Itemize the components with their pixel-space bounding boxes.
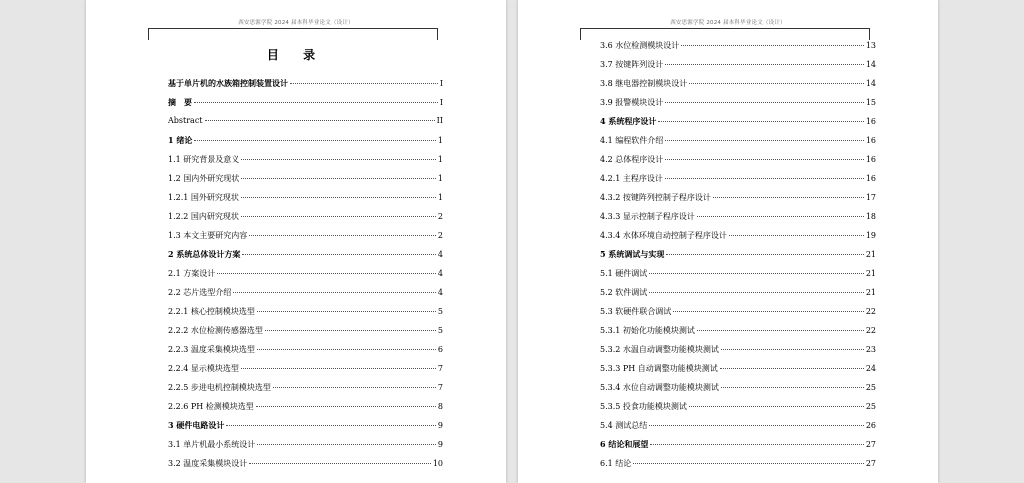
toc-entry[interactable] — [168, 192, 443, 211]
toc-leader-dots — [273, 387, 436, 388]
toc-entry-page-number: 21 — [865, 288, 876, 297]
toc-entry-label: 1.2.2 国内研究现状 — [168, 212, 239, 221]
toc-entry-label: 4.3.4 水体环境自动控制子程序设计 — [600, 231, 727, 240]
toc-entry-page-number: 1 — [437, 193, 443, 202]
header-rule — [148, 28, 438, 29]
toc-entry-page-number: 16 — [865, 117, 876, 126]
toc-entry-label: 5.3.3 PH 自动调整功能模块测试 — [600, 364, 718, 373]
toc-entry-page-number: 2 — [437, 212, 443, 221]
toc-entry-label: 2.2.2 水位检测传感器选型 — [168, 326, 263, 335]
toc-entry-label: 3.6 水位检测模块设计 — [600, 41, 680, 50]
toc-entry[interactable] — [600, 59, 876, 78]
toc-leader-dots — [242, 254, 436, 255]
toc-entry[interactable] — [168, 325, 443, 344]
toc-entry[interactable] — [600, 135, 876, 154]
toc-entry[interactable] — [168, 154, 443, 173]
toc-entry-page-number: 14 — [865, 79, 876, 88]
toc-entry-label: 3 硬件电路设计 — [168, 420, 225, 430]
toc-leader-dots — [265, 330, 436, 331]
toc-leader-dots — [650, 444, 863, 445]
toc-leader-dots — [658, 121, 863, 122]
toc-leader-dots — [290, 83, 438, 84]
toc-entry-label: 2.2.6 PH 检测模块选型 — [168, 402, 254, 411]
toc-entry[interactable] — [168, 249, 443, 268]
toc-entry[interactable] — [600, 306, 876, 325]
toc-entry[interactable] — [600, 344, 876, 363]
toc-entry[interactable] — [168, 116, 443, 135]
toc-leader-dots — [665, 178, 864, 179]
toc-entry-label: 5.4 测试总结 — [600, 421, 648, 430]
toc-entry[interactable] — [600, 382, 876, 401]
toc-entry-page-number: 1 — [437, 155, 443, 164]
toc-entry[interactable] — [600, 249, 876, 268]
toc-entry-label: 3.2 温度采集模块设计 — [168, 459, 248, 468]
toc-leader-dots — [241, 216, 436, 217]
toc-entry[interactable] — [168, 230, 443, 249]
toc-leader-dots — [665, 140, 864, 141]
toc-entry-label: 1.3 本文主要研究内容 — [168, 231, 248, 240]
toc-leader-dots — [729, 235, 864, 236]
toc-leader-dots — [665, 102, 864, 103]
toc-leader-dots — [673, 311, 864, 312]
toc-entry[interactable] — [600, 287, 876, 306]
toc-entry-page-number: 16 — [865, 136, 876, 145]
toc-entry[interactable] — [600, 363, 876, 382]
toc-leader-dots — [665, 64, 864, 65]
toc-entry[interactable] — [168, 344, 443, 363]
toc-entry-label: 3.9 报警模块设计 — [600, 98, 664, 107]
toc-entry-page-number: 8 — [437, 402, 443, 411]
toc-entry-label: 4 系统程序设计 — [600, 116, 657, 126]
toc-entry-page-number: 21 — [865, 269, 876, 278]
toc-entry-label: 5 系统调试与实现 — [600, 249, 665, 259]
toc-entry-page-number: 23 — [865, 345, 876, 354]
toc-entry-label: 1.2 国内外研究现状 — [168, 174, 240, 183]
toc-entry-page-number: 16 — [865, 174, 876, 183]
toc-leader-dots — [697, 216, 864, 217]
toc-leader-dots — [665, 159, 864, 160]
toc-entry-page-number: 18 — [865, 212, 876, 221]
toc-entry-label: 4.2 总体程序设计 — [600, 155, 664, 164]
toc-entry-label: 2.2 芯片选型介绍 — [168, 288, 232, 297]
toc-entry-label: 6.1 结论 — [600, 459, 632, 468]
header-rule — [580, 28, 870, 29]
toc-entry-label: 3.1 单片机最小系统设计 — [168, 440, 256, 449]
toc-entry-label: 5.2 软件调试 — [600, 288, 648, 297]
toc-leader-dots — [257, 444, 436, 445]
toc-leader-dots — [689, 83, 864, 84]
toc-entry-label: 4.3.2 按键阵列控制子程序设计 — [600, 193, 711, 202]
document-page-left[interactable] — [86, 0, 506, 483]
toc-entry[interactable] — [168, 173, 443, 192]
toc-entry-label: 4.2.1 主程序设计 — [600, 174, 663, 183]
toc-leader-dots — [241, 178, 436, 179]
toc-entry-page-number: 4 — [437, 288, 443, 297]
toc-leader-dots — [257, 349, 436, 350]
toc-entry[interactable] — [168, 306, 443, 325]
toc-entry[interactable] — [600, 97, 876, 116]
running-header: 西安思源学院 2024 届本科毕业论文（设计） — [238, 20, 354, 26]
toc-entry-label: 5.3.4 水位自动调整功能模块测试 — [600, 383, 719, 392]
toc-entry-page-number: 4 — [437, 250, 443, 259]
toc-leader-dots — [721, 387, 864, 388]
toc-leader-dots — [649, 292, 864, 293]
toc-entry[interactable] — [600, 173, 876, 192]
toc-leader-dots — [633, 463, 864, 464]
toc-entry-label: 摘 要 — [168, 97, 192, 107]
document-page-right[interactable] — [518, 0, 938, 483]
toc-entry[interactable] — [168, 97, 443, 116]
toc-entry[interactable] — [600, 268, 876, 287]
toc-entry-page-number: 6 — [437, 345, 443, 354]
toc-entry-label: 5.3 软硬件联合调试 — [600, 307, 672, 316]
toc-leader-dots — [721, 349, 864, 350]
running-header: 西安思源学院 2024 届本科毕业论文（设计） — [670, 20, 786, 26]
toc-entry-label: 5.3.5 投食功能模块测试 — [600, 402, 687, 411]
toc-entry-label: Abstract — [168, 116, 203, 125]
toc-entry[interactable] — [600, 325, 876, 344]
toc-entry-page-number: 4 — [437, 269, 443, 278]
toc-leader-dots — [226, 425, 436, 426]
toc-entry-page-number: 25 — [865, 402, 876, 411]
toc-entry-page-number: 1 — [437, 174, 443, 183]
toc-entry-page-number: 22 — [865, 326, 876, 335]
toc-entry-label: 5.3.2 水温自动调整功能模块测试 — [600, 345, 719, 354]
toc-entry-label: 2 系统总体设计方案 — [168, 249, 241, 259]
toc-entry-label: 3.8 继电器控制模块设计 — [600, 79, 688, 88]
toc-entry-page-number: 1 — [437, 136, 443, 145]
toc-entry[interactable] — [600, 192, 876, 211]
toc-entry-page-number: I — [439, 98, 443, 107]
toc-leader-dots — [720, 368, 864, 369]
toc-entry-page-number: 24 — [865, 364, 876, 373]
toc-entry-page-number: 7 — [437, 383, 443, 392]
toc-entry-label: 5.1 硬件调试 — [600, 269, 648, 278]
toc-entry[interactable] — [168, 268, 443, 287]
toc-leader-dots — [194, 140, 436, 141]
toc-leader-dots — [249, 463, 431, 464]
toc-entry[interactable] — [600, 401, 876, 420]
toc-entry-label: 2.2.5 步进电机控制模块选型 — [168, 383, 271, 392]
toc-leader-dots — [649, 425, 864, 426]
toc-leader-dots — [241, 368, 436, 369]
toc-entry-page-number: 16 — [865, 155, 876, 164]
toc-entry-label: 2.2.4 显示模块选型 — [168, 364, 239, 373]
toc-entry[interactable] — [168, 211, 443, 230]
toc-entry-label: 4.3.3 显示控制子程序设计 — [600, 212, 695, 221]
toc-entry-label: 1.1 研究背景及意义 — [168, 155, 240, 164]
toc-leader-dots — [681, 45, 864, 46]
toc-entry-page-number: 7 — [437, 364, 443, 373]
toc-entry-page-number: 21 — [865, 250, 876, 259]
toc-entry[interactable] — [168, 458, 443, 477]
toc-entry-page-number: 10 — [432, 459, 443, 468]
toc-entry-label: 4.1 编程软件介绍 — [600, 136, 664, 145]
toc-leader-dots — [666, 254, 863, 255]
toc-leader-dots — [249, 235, 436, 236]
toc-entry[interactable] — [600, 40, 876, 59]
toc-entry-label: 2.2.3 温度采集模块选型 — [168, 345, 255, 354]
toc-leader-dots — [194, 102, 438, 103]
toc-entry[interactable] — [600, 420, 876, 439]
toc-list — [600, 40, 876, 477]
toc-entry-label: 6 结论和展望 — [600, 439, 649, 449]
toc-entry-label: 1.2.1 国外研究现状 — [168, 193, 239, 202]
toc-entry-label: 3.7 按键阵列设计 — [600, 60, 664, 69]
toc-entry[interactable] — [600, 230, 876, 249]
toc-entry[interactable] — [600, 154, 876, 173]
toc-entry-label: 2.2.1 核心控制模块选型 — [168, 307, 255, 316]
toc-entry[interactable] — [600, 439, 876, 458]
toc-leader-dots — [233, 292, 436, 293]
toc-entry[interactable] — [168, 363, 443, 382]
toc-entry[interactable] — [168, 401, 443, 420]
toc-entry-page-number: 25 — [865, 383, 876, 392]
toc-entry-page-number: I — [439, 79, 443, 88]
toc-leader-dots — [257, 311, 436, 312]
toc-entry-page-number: 26 — [865, 421, 876, 430]
toc-entry-page-number: 15 — [865, 98, 876, 107]
toc-leader-dots — [241, 197, 436, 198]
toc-leader-dots — [713, 197, 864, 198]
toc-leader-dots — [256, 406, 436, 407]
toc-entry-page-number: 14 — [865, 60, 876, 69]
toc-entry[interactable] — [600, 116, 876, 135]
toc-title: 目 录 — [266, 48, 326, 62]
toc-leader-dots — [697, 330, 864, 331]
toc-entry[interactable] — [168, 135, 443, 154]
toc-entry[interactable] — [600, 78, 876, 97]
toc-list — [168, 78, 443, 477]
toc-entry[interactable] — [168, 382, 443, 401]
toc-entry-page-number: 9 — [437, 421, 443, 430]
toc-entry[interactable] — [168, 420, 443, 439]
toc-entry-label: 基于单片机的水族箱控制装置设计 — [168, 78, 288, 88]
toc-entry-page-number: 5 — [437, 326, 443, 335]
toc-entry-page-number: 19 — [865, 231, 876, 240]
toc-entry[interactable] — [168, 439, 443, 458]
toc-leader-dots — [205, 120, 435, 121]
toc-entry[interactable] — [600, 458, 876, 477]
toc-entry-page-number: 22 — [865, 307, 876, 316]
toc-entry-page-number: 13 — [865, 41, 876, 50]
toc-entry-page-number: 9 — [437, 440, 443, 449]
toc-entry[interactable] — [168, 78, 443, 97]
toc-leader-dots — [241, 159, 436, 160]
toc-entry-page-number: II — [436, 116, 443, 125]
toc-entry[interactable] — [600, 211, 876, 230]
toc-entry-page-number: 17 — [865, 193, 876, 202]
toc-entry[interactable] — [168, 287, 443, 306]
toc-leader-dots — [689, 406, 864, 407]
toc-entry-label: 2.1 方案设计 — [168, 269, 216, 278]
toc-entry-label: 5.3.1 初始化功能模块测试 — [600, 326, 695, 335]
toc-entry-page-number: 27 — [865, 459, 876, 468]
toc-entry-page-number: 2 — [437, 231, 443, 240]
toc-leader-dots — [217, 273, 436, 274]
toc-entry-page-number: 27 — [865, 440, 876, 449]
toc-entry-label: 1 绪论 — [168, 135, 193, 145]
toc-leader-dots — [649, 273, 864, 274]
toc-entry-page-number: 5 — [437, 307, 443, 316]
